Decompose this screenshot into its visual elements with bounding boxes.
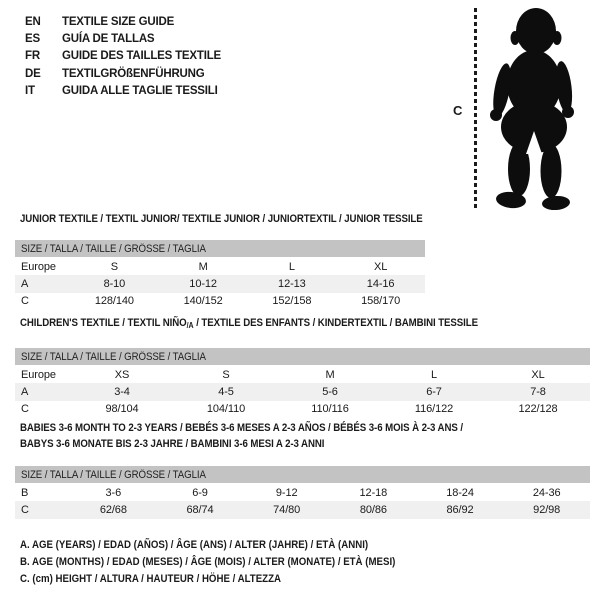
table-header-text: SIZE / TALLA / TAILLE / GRÖSSE / TAGLIA [21, 468, 206, 481]
babies-title-line1: BABIES 3-6 MONTH TO 2-3 YEARS / BEBÉS 3-6 MESES A 2-3 AÑOS / BÉBÉS 3-6 MOIS À 2-3 ANS / [20, 422, 463, 434]
table-row-height [15, 501, 590, 518]
language-row-de [25, 65, 221, 82]
language-label: GUIDE DES TAILLES TEXTILE [62, 50, 221, 63]
age-cell: 4-5 [218, 386, 234, 399]
height-cell: 104/110 [206, 403, 246, 416]
size-cell: M [198, 260, 208, 273]
height-cell: 122/128 [518, 403, 558, 416]
height-measure-label: C [453, 103, 463, 118]
months-cell: 24-36 [532, 486, 561, 499]
row-label: Europe [21, 260, 56, 273]
table-row-height [15, 293, 425, 310]
age-cell: 5-6 [322, 386, 338, 399]
months-cell: 12-18 [359, 486, 388, 499]
row-label: Europe [21, 368, 56, 381]
language-code: FR [25, 50, 40, 63]
junior-size-table [15, 240, 425, 310]
legend-text: B. AGE (MONTHS) / EDAD (MESES) / ÂGE (MOIS) / ALTER (MONATE) / ETÀ (MESI) [20, 556, 396, 569]
table-header-bar [15, 466, 590, 483]
height-cell: 116/122 [414, 403, 454, 416]
language-code: ES [25, 33, 40, 46]
months-cell: 6-9 [192, 486, 208, 499]
legend-line-b [20, 554, 447, 571]
size-cell: S [222, 368, 230, 381]
language-code: DE [25, 67, 41, 80]
size-cell: L [430, 368, 438, 381]
row-label: C [21, 403, 29, 416]
row-label: C [21, 504, 29, 517]
months-cell: 3-6 [105, 486, 122, 499]
table-row-age [15, 275, 425, 292]
row-label: A [21, 386, 29, 399]
legend-line-c [20, 571, 447, 588]
table-row-europe [15, 366, 590, 383]
age-cell: 6-7 [426, 386, 442, 399]
legend [20, 537, 447, 589]
legend-text: C. (cm) HEIGHT / ALTURA / HAUTEUR / HÖHE / ALTEZZA [20, 573, 282, 586]
height-cell: 128/140 [94, 295, 134, 308]
babies-size-table [15, 466, 590, 519]
table-header-text: SIZE / TALLA / TAILLE / GRÖSSE / TAGLIA [21, 242, 206, 255]
age-cell: 3-4 [114, 386, 130, 399]
babies-title-line2: BABYS 3-6 MONATE BIS 2-3 JAHRE / BAMBINI 3-6 MESI A 2-3 ANNI [20, 438, 325, 451]
legend-text: A. AGE (YEARS) / EDAD (AÑOS) / ÂGE (ANS) / ALTER (JAHRE) / ETÀ (ANNI) [20, 539, 369, 551]
table-row-europe [15, 258, 425, 275]
table-header-text: SIZE / TALLA / TAILLE / GRÖSSE / TAGLIA [21, 350, 206, 363]
table-row-height [15, 401, 590, 418]
table-row-age [15, 383, 590, 400]
junior-section-title [20, 211, 478, 227]
language-row-fr [25, 48, 221, 65]
height-cell: 98/104 [105, 403, 139, 416]
children-section-title [20, 315, 540, 334]
junior-section-title-text: JUNIOR TEXTILE / TEXTIL JUNIOR/ TEXTILE JUNIOR / JUNIORTEXTIL / JUNIOR TESSILE [20, 213, 423, 225]
age-cell: 7-8 [530, 386, 546, 399]
title-part: CHILDREN'S TEXTILE / TEXTIL NIÑO [20, 317, 187, 329]
age-cell: 8-10 [103, 278, 126, 291]
children-size-table [15, 348, 590, 418]
height-cell: 140/152 [183, 295, 223, 308]
months-cell: 9-12 [275, 486, 298, 499]
babies-section-title [20, 420, 523, 453]
size-cell: S [110, 260, 118, 273]
size-cell: XL [531, 368, 545, 381]
height-cell: 92/98 [533, 504, 561, 517]
children-section-title-text [20, 315, 478, 334]
height-cell: 158/170 [361, 295, 401, 308]
language-row-en [25, 13, 221, 30]
language-row-it [25, 83, 221, 100]
row-label: C [21, 295, 29, 308]
language-label: TEXTILGRÖßENFÜHRUNG [62, 67, 205, 80]
legend-line-a [20, 537, 447, 554]
months-cell: 18-24 [446, 486, 474, 499]
row-label: B [21, 486, 29, 499]
row-label: A [21, 278, 29, 291]
age-cell: 12-13 [278, 278, 306, 291]
height-cell: 86/92 [446, 504, 474, 517]
table-row-months [15, 484, 590, 501]
size-cell: L [288, 260, 295, 273]
baby-silhouette-icon [486, 4, 584, 210]
language-label: GUIDA ALLE TAGLIE TESSILI [62, 85, 218, 98]
age-cell: 14-16 [366, 278, 395, 291]
height-cell: 152/158 [272, 295, 312, 308]
height-cell: 80/86 [359, 504, 387, 517]
title-part: / TEXTILE DES ENFANTS / KINDERTEXTIL / BAMBINI TESSILE [193, 317, 478, 329]
height-cell: 74/80 [273, 504, 301, 517]
size-cell: XS [114, 368, 130, 381]
size-cell: XL [373, 260, 388, 273]
height-cell: 68/74 [186, 504, 214, 517]
height-dotted-line [474, 8, 477, 208]
table-header-bar [15, 240, 425, 257]
title-subscript: /A [186, 321, 194, 330]
language-code: IT [25, 85, 35, 98]
height-cell: 110/116 [311, 403, 349, 416]
age-cell: 10-12 [189, 278, 217, 291]
language-label: GUÍA DE TALLAS [62, 33, 155, 46]
language-label: TEXTILE SIZE GUIDE [62, 15, 175, 28]
size-cell: M [325, 368, 335, 381]
language-list [25, 13, 221, 100]
language-row-es [25, 30, 221, 47]
table-header-bar [15, 348, 590, 365]
language-code: EN [25, 15, 41, 28]
height-cell: 62/68 [99, 504, 127, 517]
